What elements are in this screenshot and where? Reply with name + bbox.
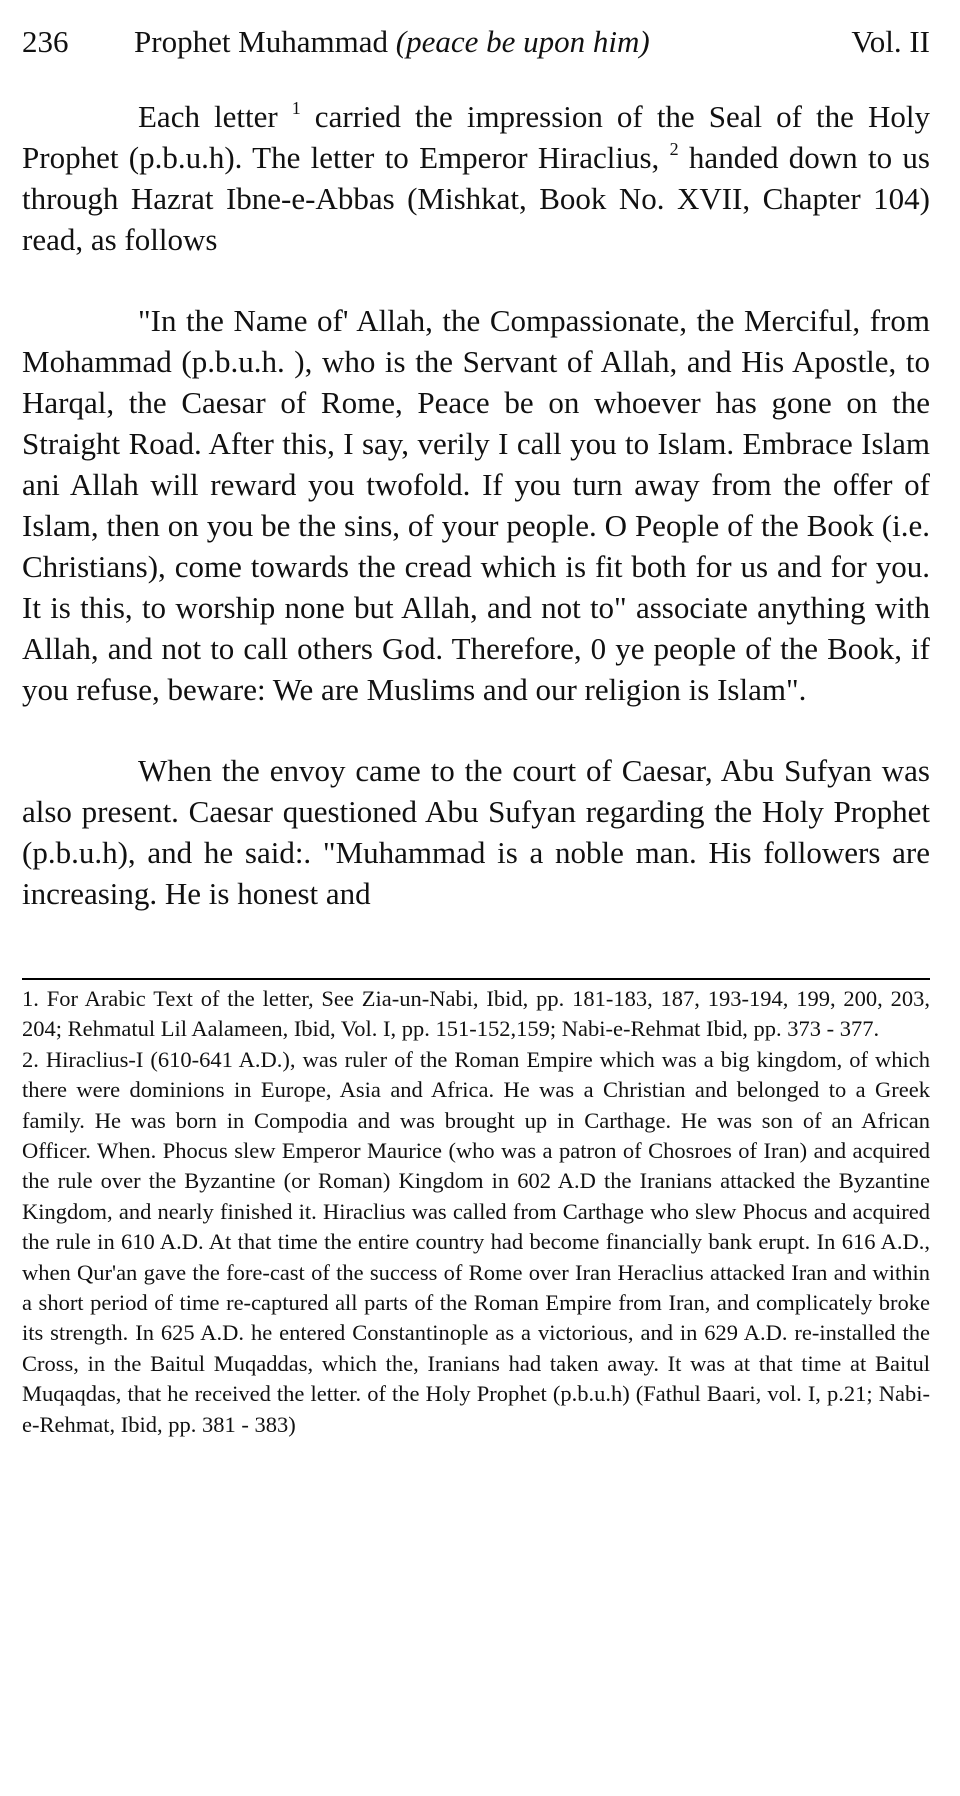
- running-title-italic: (peace be upon him): [395, 24, 650, 59]
- footnote-1: 1. For Arabic Text of the letter, See Zia-un-Nabi, Ibid, pp. 181-183, 187, 193-194, 199, 200, 203, 204; Rehmatul Lil Aalameen, Ibid, Vol. I, pp. 151-152,159; Nabi-e-Rehmat Ibid, pp. 373 - 377.: [22, 986, 930, 1042]
- main-text: [22, 96, 930, 914]
- footnotes: [22, 984, 930, 1440]
- page-number: 236: [22, 24, 69, 59]
- footnote-2: 2. Hiraclius-I (610-641 A.D.), was ruler of the Roman Empire which was a big kingdom, of which there were dominions in Europe, Asia and Africa. He was a Christian and belonged to a Greek family. He was born in Compodia and was brought up in Carthage. He was son of an African Officer. When. Phocus slew Emperor Maurice (who was a patron of Chosroes of Iran) and acquired the rule over the Byzantine (or Roman) Kingdom in 602 A.D the Iranians attacked the Byzantine Kingdom, and nearly finished it. Hiraclius was called from Carthage who slew Phocus and acquired the rule in 610 A.D. At that time the entire country had become financially bank erupt. In 616 A.D., when Qur'an gave the fore-cast of the success of Rome over Iran Heraclius attacked Iran and within a short period of time re-captured all parts of the Roman Empire from Iran, and complicately broke its strength. In 625 A.D. he entered Constantinople as a victorious, and in 629 A.D. re-installed the Cross, in the Baitul Muqaddas, which the, Iranians had taken away. It was at that time at Baitul Muqaqdas, that he received the letter. of the Holy Prophet (p.b.u.h) (Fathul Baari, vol. I, p.21; Nabi-e-Rehmat, Ibid, pp. 381 - 383): [22, 1046, 930, 1437]
- paragraph-1-part-b: carried the impression of the Seal of the Holy Prophet (p.b.u.h). The letter to Emperor Hiraclius,: [22, 99, 930, 175]
- running-header: [22, 20, 930, 64]
- running-title-main: Prophet Muhammad: [134, 24, 396, 59]
- paragraph-letter-text: "In the Name of' Allah, the Compassionate, the Merciful, from Mohammad (p.b.u.h. ), who is the Servant of Allah, and His Apostle, to Harqal, the Caesar of Rome, Peace be on whoever has gone on the Straight Road. After this, I say, verily I call you to Islam. Embrace Islam ani Allah will reward you twofold. If you turn away from the offer of Islam, then on you be the sins, of your people. O People of the Book (i.e. Christians), come towards the cread which is fit both for us and for you. It is this, to worship none but Allah, and not to" associate anything with Allah, and not to call others God. Therefore, 0 ye people of the Book, if you refuse, beware: We are Muslims and our religion is Islam".: [22, 303, 930, 707]
- paragraph-1-part-c: handed down to us through Hazrat Ibne-e-Abbas (Mishkat, Book No. XVII, Chapter 104) read, as follows: [22, 140, 930, 257]
- volume-label: Vol. II: [851, 24, 930, 59]
- paragraph-1-part-a: Each letter: [138, 99, 292, 134]
- footnote-divider: [22, 978, 930, 980]
- running-title: [134, 20, 650, 64]
- footnote-ref-1: 1: [291, 98, 301, 118]
- footnote-ref-2: 2: [669, 139, 679, 159]
- paragraph-letter-seal: [22, 96, 930, 260]
- paragraph-envoy-court: When the envoy came to the court of Caesar, Abu Sufyan was also present. Caesar questioned Abu Sufyan regarding the Holy Prophet (p.b.u.h), and he said:. "Muhammad is a noble man. His followers are increasing. He is honest and: [22, 753, 930, 911]
